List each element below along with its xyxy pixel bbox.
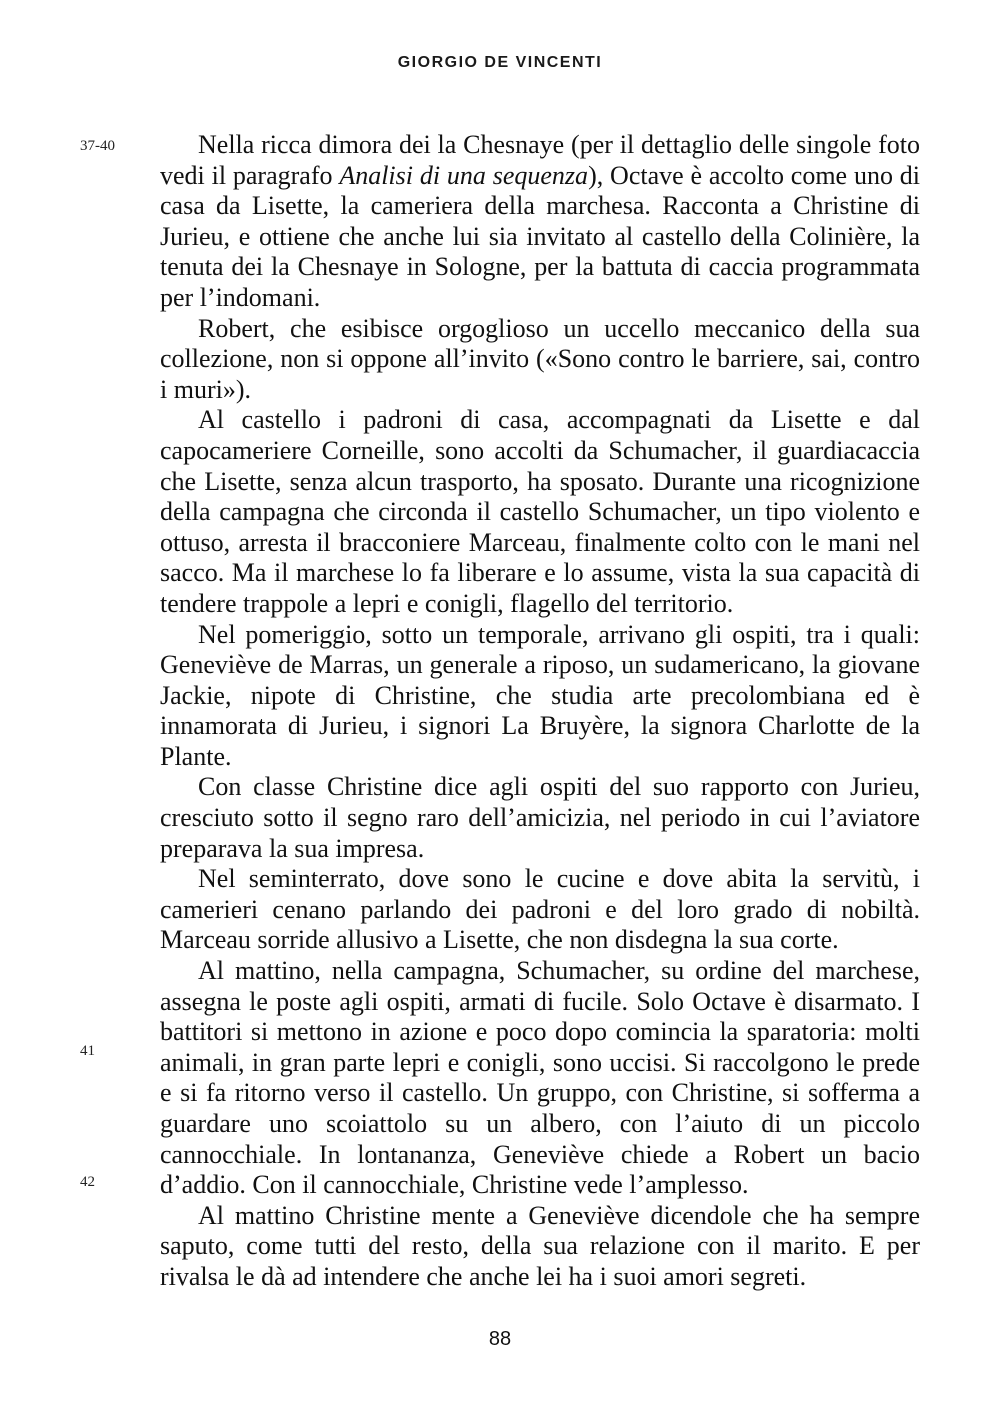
italic-title-segment: Analisi di una sequenza	[339, 160, 589, 190]
text-segment: Robert, che esibisce orgoglioso un uccello meccanico della sua collezione, non si oppone all’invito («Sono contro le barriere, sai, contro i muri»).	[160, 313, 920, 404]
text-segment: ), Octave è accolto come uno di casa da Lisette, la cameriera della marchesa. Racconta a Christine di Jurieu, e ottiene che anche lui sia invitato al castello della Colinière, la tenuta dei la Chesnaye in Sologne, per la battuta di caccia programmata per l’indomani.	[160, 160, 920, 312]
text-segment: Al mattino, nella campagna, Schumacher, su ordine del marchese, assegna le poste agli ospiti, armati di fucile. Solo Octave è disarmato. I battitori si mettono in azione e poco dopo comincia la sparatoria: molti animali, in gran parte lepri e conigli, sono uccisi. Si raccolgono le prede e si fa ritorno verso il castello. Un gruppo, con Christine, si sofferma a guardare uno scoiattolo su un albero, con l’aiuto di un piccolo cannocchiale. In lontananza, Geneviève chiede a Robert un bacio d’addio. Con il cannocchiale, Christine vede l’amplesso.	[160, 956, 920, 1200]
text-segment: Nel seminterrato, dove sono le cucine e dove abita la servitù, i camerieri cenano parlando dei padroni e del loro grado di nobiltà. Marceau sorride allusivo a Lisette, che non disdegna la sua corte.	[160, 864, 920, 955]
running-head: GIORGIO DE VINCENTI	[397, 54, 603, 71]
paragraph-7	[160, 956, 920, 1201]
page-number: 88	[488, 1328, 512, 1350]
text-segment: Al mattino Christine mente a Geneviève dicendole che ha sempre saputo, come tutti del resto, della sua relazione con il marito. E per rivalsa le dà ad intendere che anche lei ha i suoi amori segreti.	[160, 1200, 920, 1291]
margin-ref-frame-42: 42	[80, 1174, 95, 1190]
body-text	[160, 130, 920, 1293]
text-segment: Con classe Christine dice agli ospiti del suo rapporto con Jurieu, cresciuto sotto il segno raro dell’amicizia, nel periodo in cui l’aviatore preparava la sua impresa.	[160, 772, 920, 863]
paragraph-2	[160, 314, 920, 406]
paragraph-6	[160, 864, 920, 956]
paragraph-3	[160, 405, 920, 619]
paragraph-8	[160, 1201, 920, 1293]
paragraph-4	[160, 620, 920, 773]
paragraph-1	[160, 130, 920, 314]
text-segment: Al castello i padroni di casa, accompagnati da Lisette e dal capocameriere Corneille, sono accolti da Schumacher, il guardiacaccia che Lisette, senza alcun trasporto, ha sposato. Durante una ricognizione della campagna che circonda il castello Schumacher, un tipo violento e ottuso, arresta il bracconiere Marceau, finalmente colto con le mani nel sacco. Ma il marchese lo fa liberare e lo assume, vista la sua capacità di tendere trappole a lepri e conigli, flagello del territorio.	[160, 405, 920, 618]
margin-ref-frames-37-40: 37-40	[80, 138, 115, 154]
margin-ref-frame-41: 41	[80, 1043, 95, 1059]
text-segment: Nella ricca dimora dei la Chesnaye (per il dettaglio delle singole foto vedi il paragrafo	[160, 130, 920, 190]
paragraph-5	[160, 772, 920, 864]
text-segment: Nel pomeriggio, sotto un temporale, arrivano gli ospiti, tra i quali: Geneviève de Marras, un generale a riposo, un sudamericano, la giovane Jackie, nipote di Christine, che studia arte precolombiana ed è innamorata di Jurieu, i signori La Bruyère, la signora Charlotte de la Plante.	[160, 619, 920, 771]
